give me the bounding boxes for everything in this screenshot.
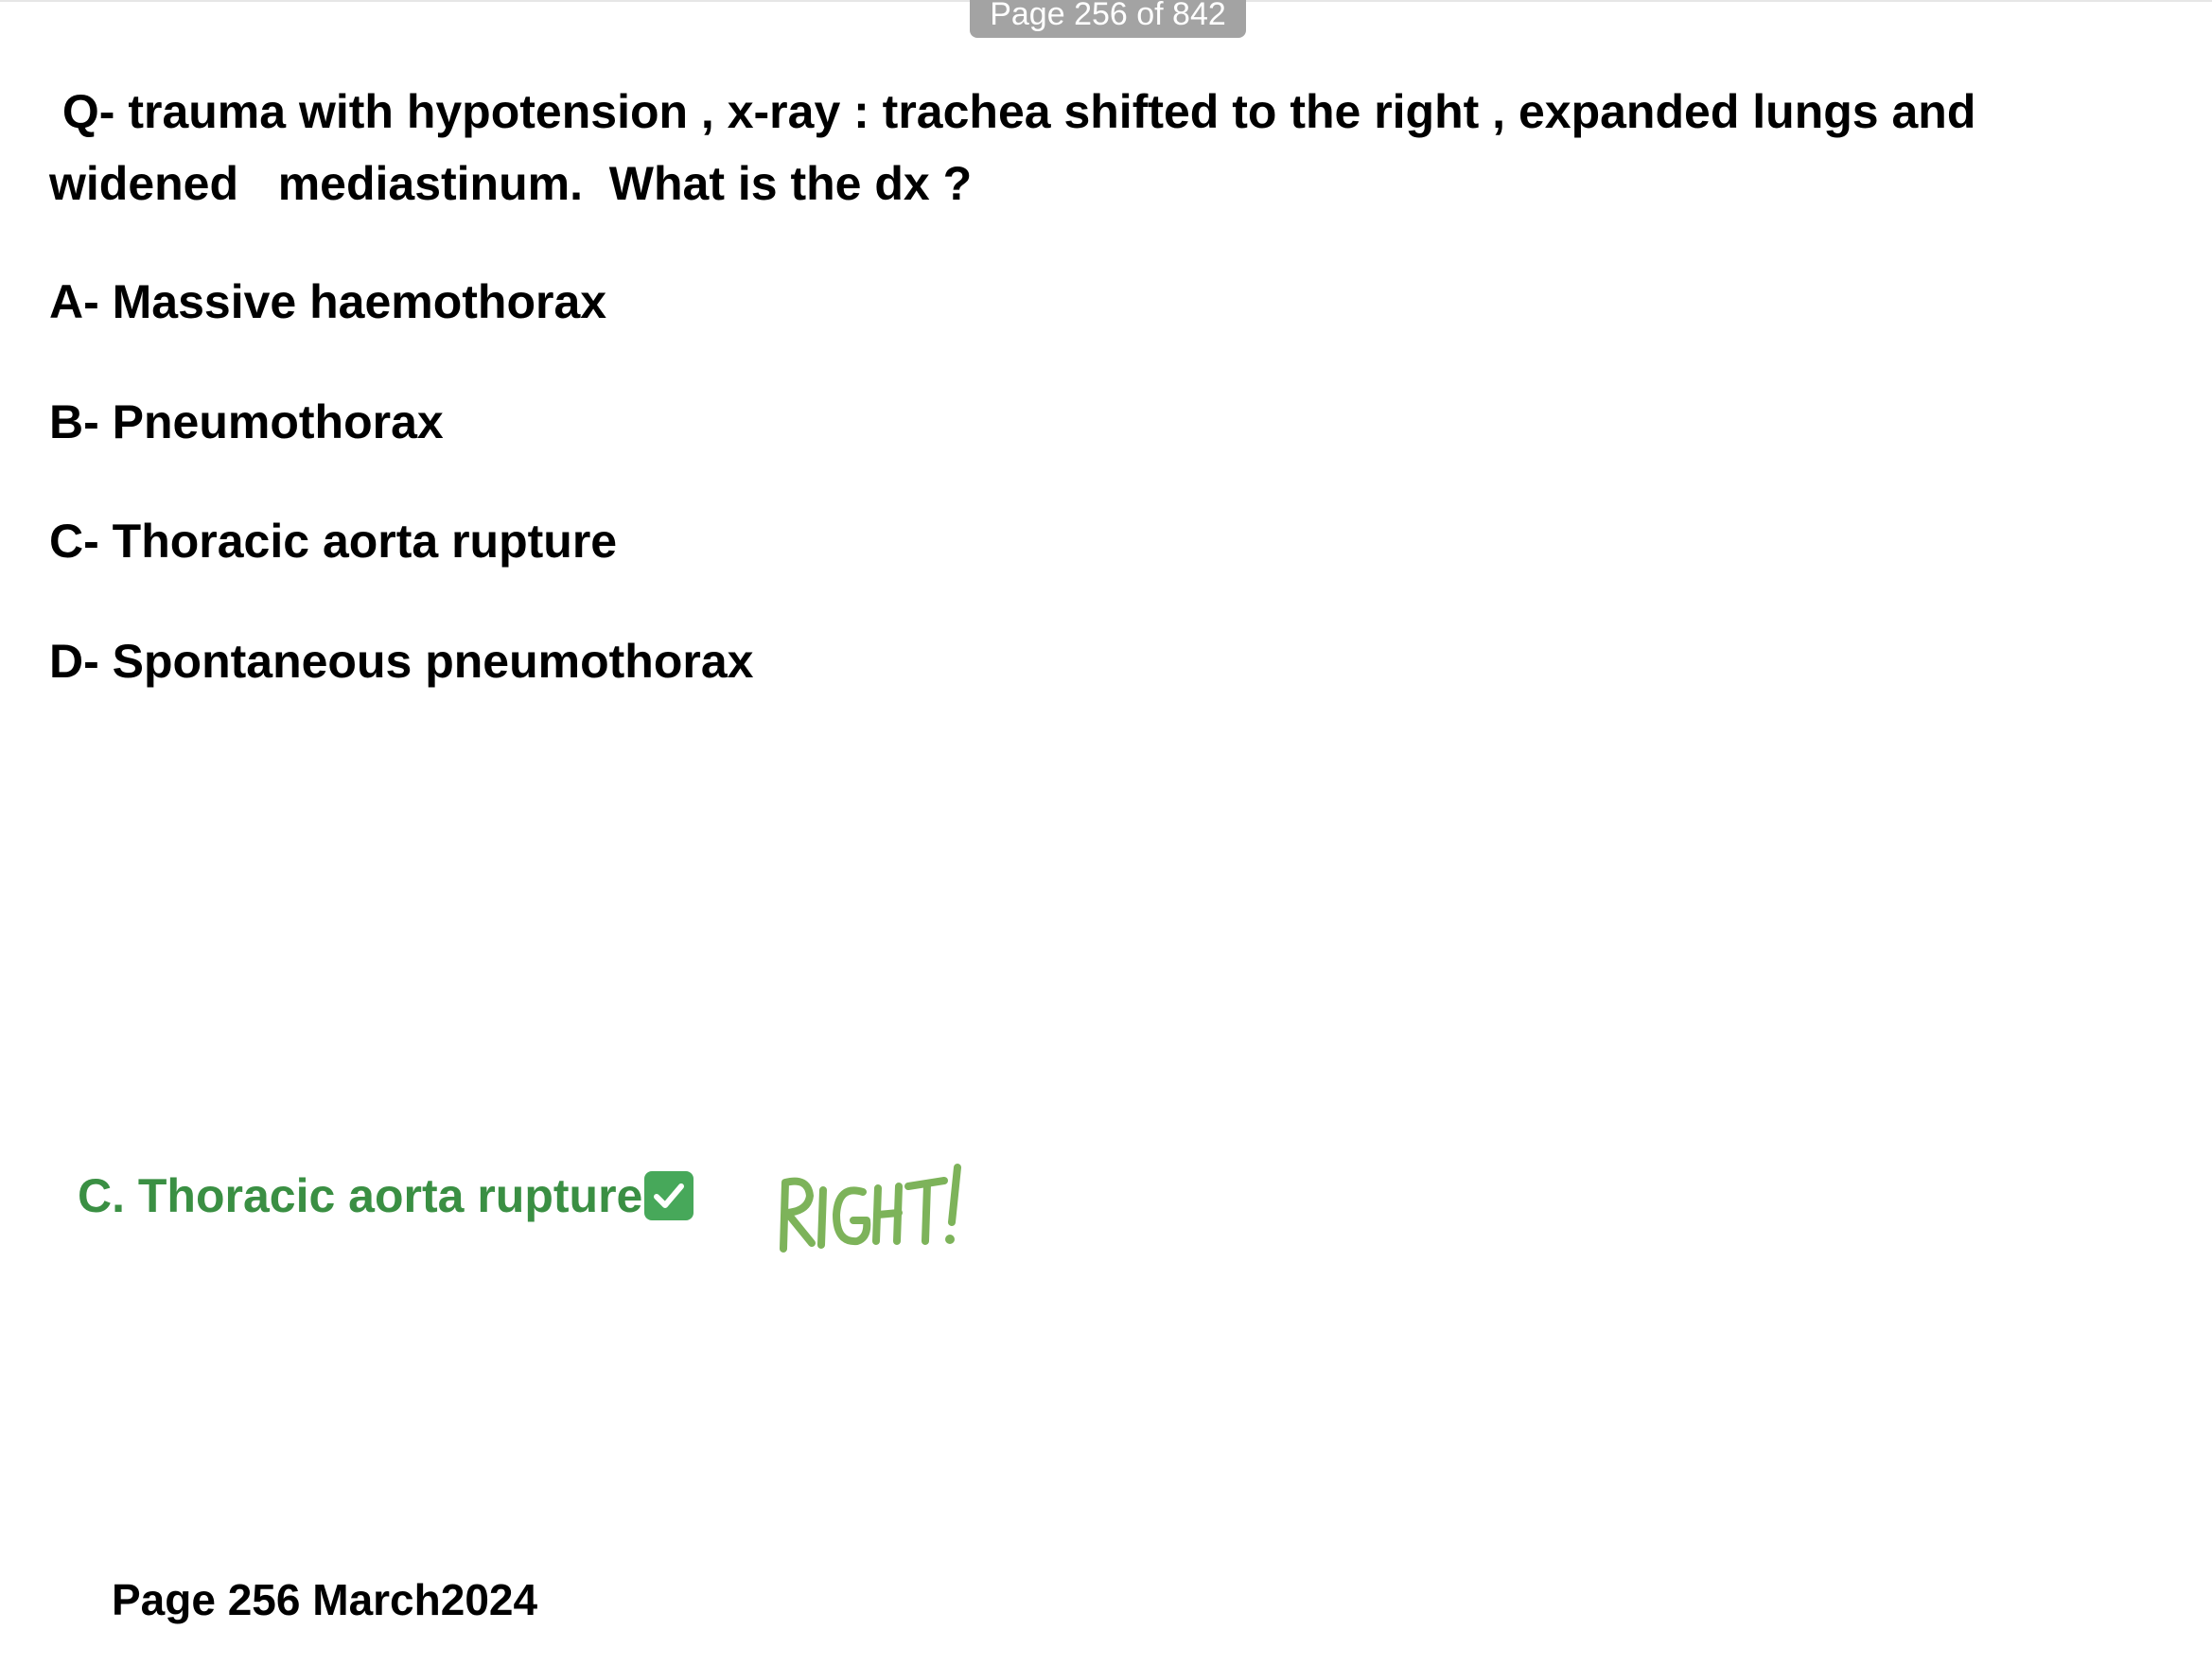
correct-answer <box>78 1171 693 1220</box>
correct-answer-text: C. Thoracic aorta rupture <box>78 1169 643 1222</box>
page-indicator <box>970 0 1246 38</box>
option-b: B- Pneumothorax <box>49 395 444 448</box>
option-c: C- Thoracic aorta rupture <box>49 515 618 568</box>
option-a: A- Massive haemothorax <box>49 275 607 328</box>
page-footer: Page 256 March2024 <box>112 1575 538 1624</box>
right-stamp <box>776 1162 965 1256</box>
question-text: Q- trauma with hypotension , x-ray : trachea shifted to the right , expanded lungs and widened mediastinum. What is the dx ? <box>49 85 1990 210</box>
check-mark-button-icon <box>644 1171 693 1220</box>
option-d: D- Spontaneous pneumothorax <box>49 635 754 688</box>
page-indicator-label: Page 256 of 842 <box>990 0 1226 32</box>
